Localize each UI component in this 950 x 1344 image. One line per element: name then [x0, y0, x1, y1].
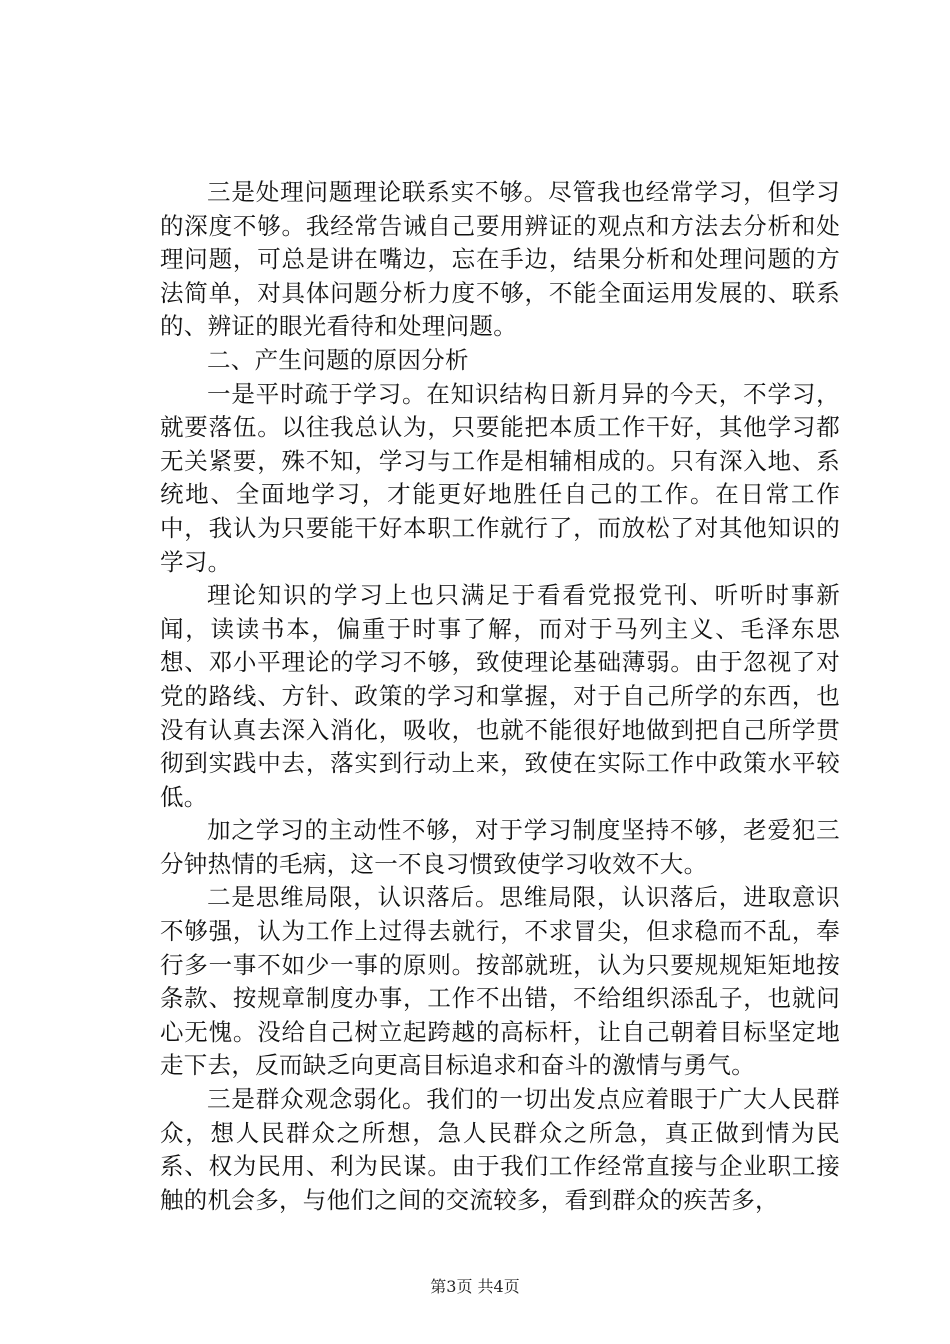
paragraph-theory-practice: 三是处理问题理论联系实不够。尽管我也经常学习，但学习的深度不够。我经常告诫自己要用辨证的观点和方法去分析和处理问题，可总是讲在嘴边，忘在手边，结果分析和处理问题的方法简单，对具体问题分析力度不够，不能全面运用发展的、联系的、辨证的眼光看待和处理问题。 [160, 178, 840, 341]
paragraph-neglect-study: 一是平时疏于学习。在知识结构日新月异的今天，不学习，就要落伍。以往我总认为，只要能把本质工作干好，其他学习都无关紧要，殊不知，学习与工作是相辅相成的。只有深入地、系统地、全面地学习，才能更好地胜任自己的工作。在日常工作中，我认为只要能干好本职工作就行了，而放松了对其他知识的学习。 [160, 379, 840, 576]
paragraph-theory-study: 理论知识的学习上也只满足于看看党报党刊、听听时事新闻，读读书本，偏重于时事了解，而对于马列主义、毛泽东思想、邓小平理论的学习不够，致使理论基础薄弱。由于忽视了对党的路线、方针、政策的学习和掌握，对于自己所学的东西，也没有认真去深入消化，吸收，也就不能很好地做到把自己所学贯彻到实践中去，落实到行动上来，致使在实际工作中政策水平较低。 [160, 581, 840, 811]
paragraph-initiative: 加之学习的主动性不够，对于学习制度坚持不够，老爱犯三分钟热情的毛病，这一不良习惯致使学习收效不大。 [160, 816, 840, 878]
document-body [160, 176, 840, 1217]
section-heading-cause-analysis: 二、产生问题的原因分析 [207, 345, 469, 374]
paragraph-limited-thinking: 二是思维局限，认识落后。思维局限，认识落后，进取意识不够强，认为工作上过得去就行，不求冒尖，但求稳而不乱，奉行多一事不如少一事的原则。按部就班，认为只要规规矩矩地按条款、按规章制度办事，工作不出错，不给组织添乱子，也就问心无愧。没给自己树立起跨越的高标杆，让自己朝着目标坚定地走下去，反而缺乏向更高目标追求和奋斗的激情与勇气。 [160, 883, 840, 1080]
paragraph-mass-concept: 三是群众观念弱化。我们的一切出发点应着眼于广大人民群众，想人民群众之所想，急人民群众之所急，真正做到情为民系、权为民用、利为民谋。由于我们工作经常直接与企业职工接触的机会多，与他们之间的交流较多，看到群众的疾苦多， [160, 1085, 840, 1214]
page-number-footer: 第3页 共4页 [430, 1277, 520, 1296]
